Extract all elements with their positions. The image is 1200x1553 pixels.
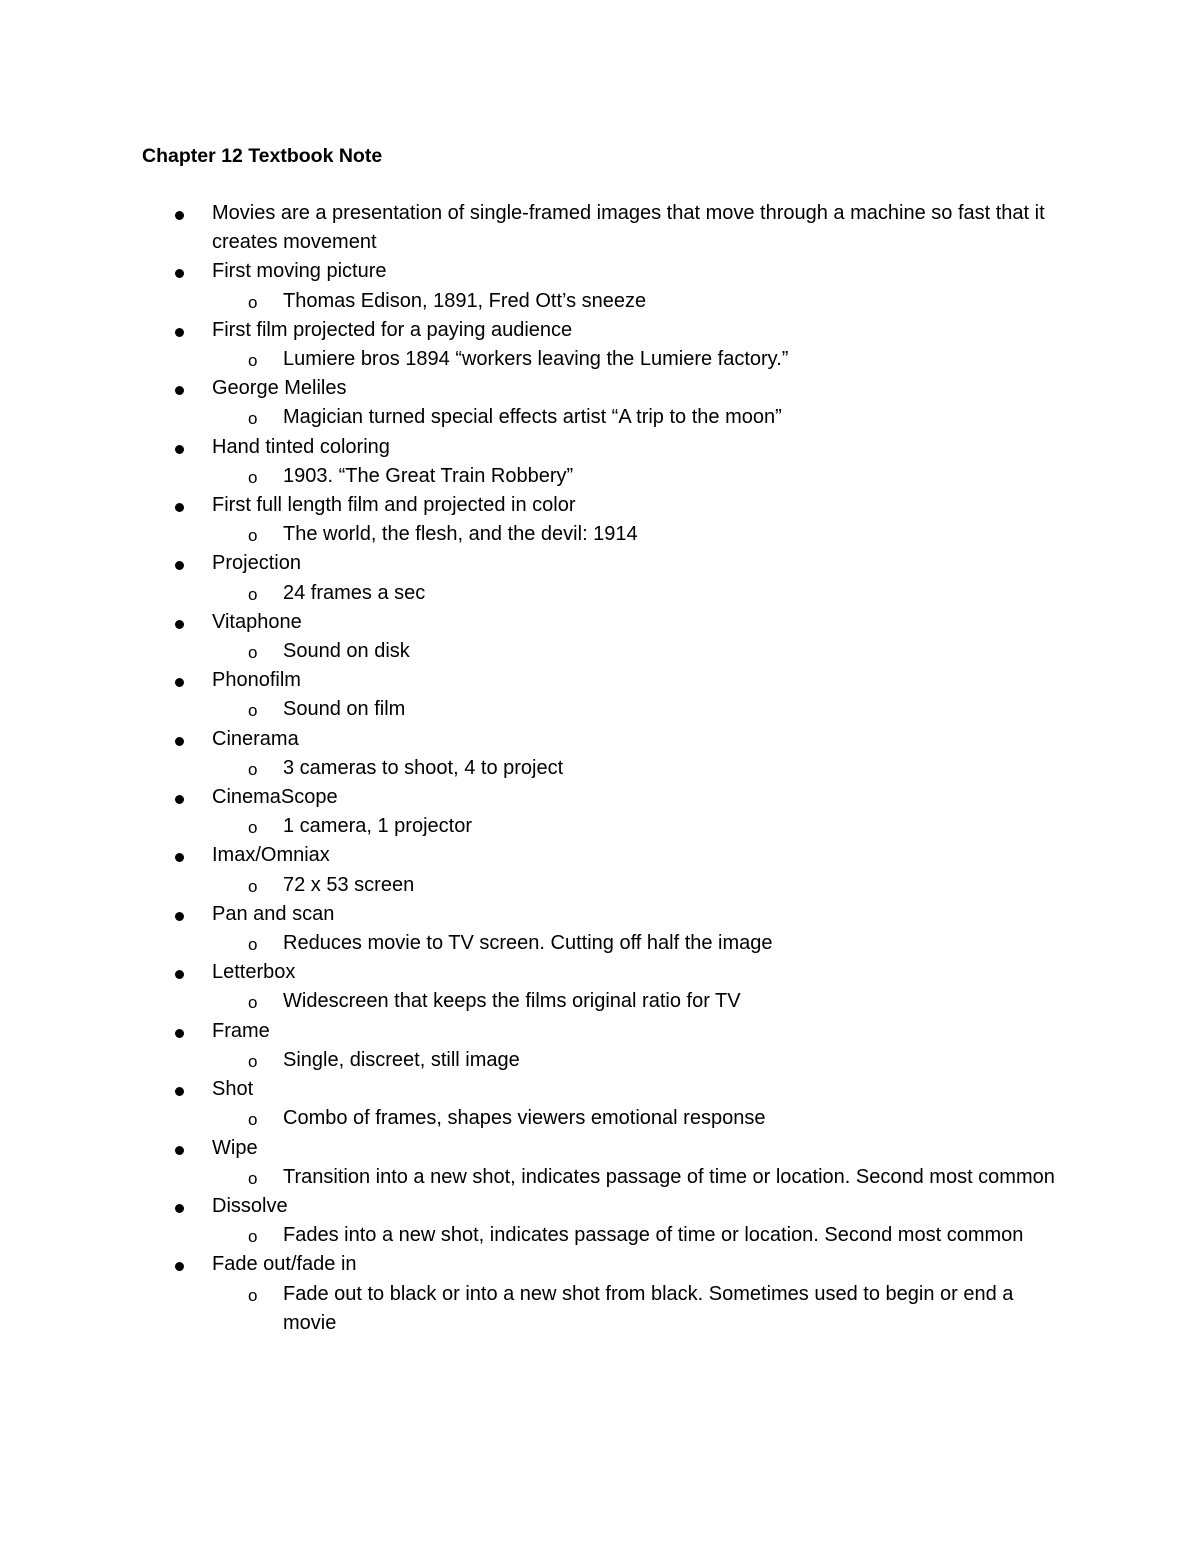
- sub-list: [0, 579, 1200, 608]
- list-item-text: First full length film and projected in color: [212, 494, 576, 517]
- circle-bullet-icon: o: [248, 1227, 258, 1247]
- list-item-row: [0, 491, 1200, 520]
- sub-list-item-text: Combo of frames, shapes viewers emotional response: [283, 1107, 766, 1130]
- sub-list: [0, 929, 1200, 958]
- bullet-icon: [175, 1204, 184, 1213]
- sub-list-item-text: Sound on disk: [283, 640, 410, 663]
- list-item: [0, 900, 1200, 958]
- list-item-text: Pan and scan: [212, 902, 335, 925]
- circle-bullet-icon: o: [248, 467, 258, 487]
- bullet-icon: [175, 678, 184, 687]
- list-item-row: [0, 725, 1200, 754]
- list-item-row: [0, 433, 1200, 462]
- circle-bullet-icon: o: [248, 292, 258, 312]
- sub-list-item-text: Widescreen that keeps the films original ratio for TV: [283, 990, 741, 1013]
- sub-list-item: [0, 1280, 1200, 1338]
- list-item-row: [0, 1134, 1200, 1163]
- sub-list: [0, 1046, 1200, 1075]
- sub-list-item: [0, 987, 1200, 1016]
- circle-bullet-icon: o: [248, 1110, 258, 1130]
- list-item-text: CinemaScope: [212, 786, 338, 809]
- circle-bullet-icon: o: [248, 1168, 258, 1188]
- sub-list: [0, 403, 1200, 432]
- sub-list-item: [0, 1104, 1200, 1133]
- list-item-row: [0, 1192, 1200, 1221]
- list-item-text: George Meliles: [212, 377, 347, 400]
- sub-list: [0, 695, 1200, 724]
- bullet-icon: [175, 503, 184, 512]
- list-item: [0, 1250, 1200, 1338]
- sub-list-item-text: Magician turned special effects artist “A trip to the moon”: [283, 406, 782, 429]
- sub-list-item-text: 24 frames a sec: [283, 581, 426, 604]
- sub-list-item-text: Sound on film: [283, 698, 406, 721]
- sub-list: [0, 987, 1200, 1016]
- sub-list: [0, 1280, 1200, 1338]
- list-item-text: Shot: [212, 1078, 254, 1101]
- sub-list: [0, 1104, 1200, 1133]
- circle-bullet-icon: o: [248, 1051, 258, 1071]
- sub-list-item-text: Reduces movie to TV screen. Cutting off half the image: [283, 932, 773, 955]
- circle-bullet-icon: o: [248, 701, 258, 721]
- list-item-row: [0, 257, 1200, 286]
- sub-list-item: [0, 345, 1200, 374]
- bullet-icon: [175, 269, 184, 278]
- list-item-text: Imax/Omniax: [212, 844, 330, 867]
- list-item: [0, 374, 1200, 432]
- circle-bullet-icon: o: [248, 351, 258, 371]
- bullet-icon: [175, 386, 184, 395]
- sub-list-item-text: Single, discreet, still image: [283, 1048, 520, 1071]
- list-item-text: Letterbox: [212, 961, 296, 984]
- sub-list-item: [0, 929, 1200, 958]
- list-item-text: Vitaphone: [212, 610, 302, 633]
- sub-list: [0, 1163, 1200, 1192]
- sub-list: [0, 871, 1200, 900]
- sub-list-item-text: Thomas Edison, 1891, Fred Ott’s sneeze: [283, 289, 647, 312]
- list-item-text: Cinerama: [212, 727, 299, 750]
- list-item-text: First film projected for a paying audience: [212, 318, 573, 341]
- circle-bullet-icon: o: [248, 526, 258, 546]
- sub-list-item: [0, 871, 1200, 900]
- list-item: [0, 257, 1200, 315]
- circle-bullet-icon: o: [248, 643, 258, 663]
- list-item-row: [0, 900, 1200, 929]
- bullet-icon: [175, 737, 184, 746]
- bullet-icon: [175, 328, 184, 337]
- list-item: [0, 491, 1200, 549]
- bullet-icon: [175, 211, 184, 220]
- list-item-row: [0, 1075, 1200, 1104]
- sub-list: [0, 520, 1200, 549]
- sub-list-item-text: Lumiere bros 1894 “workers leaving the Lumiere factory.”: [283, 348, 789, 371]
- list-item-text: Wipe: [212, 1136, 258, 1159]
- list-item: [0, 783, 1200, 841]
- sub-list-item: [0, 287, 1200, 316]
- sub-list-item-text: 3 cameras to shoot, 4 to project: [283, 756, 564, 779]
- sub-list-item: [0, 462, 1200, 491]
- sub-list-item: [0, 754, 1200, 783]
- bullet-icon: [175, 1029, 184, 1038]
- sub-list-item-text: Fades into a new shot, indicates passage of time or location. Second most common: [283, 1224, 1024, 1247]
- sub-list-item: [0, 403, 1200, 432]
- bullet-icon: [175, 1262, 184, 1271]
- sub-list: [0, 287, 1200, 316]
- circle-bullet-icon: o: [248, 818, 258, 838]
- sub-list-item-text: Fade out to black or into a new shot from black. Sometimes used to begin or end a movie: [283, 1282, 1014, 1334]
- list-item: [0, 316, 1200, 374]
- list-item-text: Dissolve: [212, 1194, 288, 1217]
- sub-list-item: [0, 637, 1200, 666]
- circle-bullet-icon: o: [248, 993, 258, 1013]
- sub-list: [0, 345, 1200, 374]
- list-item: [0, 433, 1200, 491]
- sub-list-item: [0, 695, 1200, 724]
- list-item: [0, 199, 1200, 257]
- notes-list: [0, 199, 1200, 1338]
- list-item-row: [0, 958, 1200, 987]
- list-item-row: [0, 666, 1200, 695]
- circle-bullet-icon: o: [248, 935, 258, 955]
- list-item: [0, 1075, 1200, 1133]
- sub-list: [0, 462, 1200, 491]
- circle-bullet-icon: o: [248, 409, 258, 429]
- sub-list-item: [0, 579, 1200, 608]
- sub-list-item: [0, 1163, 1200, 1192]
- sub-list-item: [0, 1046, 1200, 1075]
- sub-list: [0, 1221, 1200, 1250]
- list-item-text: Fade out/fade in: [212, 1253, 357, 1276]
- list-item-text: Frame: [212, 1019, 270, 1042]
- sub-list-item-text: 1 camera, 1 projector: [283, 815, 472, 838]
- sub-list: [0, 637, 1200, 666]
- list-item-row: [0, 608, 1200, 637]
- list-item-row: [0, 199, 1200, 257]
- list-item-row: [0, 1250, 1200, 1279]
- list-item: [0, 549, 1200, 607]
- list-item-text: Projection: [212, 552, 301, 575]
- list-item-text: Phonofilm: [212, 669, 301, 692]
- bullet-icon: [175, 1087, 184, 1096]
- list-item: [0, 608, 1200, 666]
- list-item-row: [0, 783, 1200, 812]
- sub-list-item-text: 1903. “The Great Train Robbery”: [283, 464, 574, 487]
- bullet-icon: [175, 561, 184, 570]
- list-item-text: First moving picture: [212, 260, 387, 283]
- sub-list-item: [0, 520, 1200, 549]
- sub-list: [0, 812, 1200, 841]
- list-item: [0, 841, 1200, 899]
- list-item-text: Hand tinted coloring: [212, 435, 390, 458]
- bullet-icon: [175, 620, 184, 629]
- list-item: [0, 1134, 1200, 1192]
- sub-list-item-text: Transition into a new shot, indicates passage of time or location. Second most common: [283, 1165, 1055, 1188]
- list-item: [0, 1017, 1200, 1075]
- list-item-row: [0, 841, 1200, 870]
- sub-list-item: [0, 1221, 1200, 1250]
- list-item-row: [0, 549, 1200, 578]
- list-item-row: [0, 374, 1200, 403]
- bullet-icon: [175, 445, 184, 454]
- list-item: [0, 725, 1200, 783]
- bullet-icon: [175, 1146, 184, 1155]
- circle-bullet-icon: o: [248, 876, 258, 896]
- circle-bullet-icon: o: [248, 759, 258, 779]
- sub-list-item-text: The world, the flesh, and the devil: 1914: [283, 523, 638, 546]
- sub-list-item-text: 72 x 53 screen: [283, 873, 415, 896]
- list-item: [0, 958, 1200, 1016]
- circle-bullet-icon: o: [248, 1285, 258, 1305]
- bullet-icon: [175, 912, 184, 921]
- list-item: [0, 1192, 1200, 1250]
- list-item-row: [0, 316, 1200, 345]
- sub-list: [0, 754, 1200, 783]
- list-item: [0, 666, 1200, 724]
- list-item-row: [0, 1017, 1200, 1046]
- circle-bullet-icon: o: [248, 584, 258, 604]
- bullet-icon: [175, 970, 184, 979]
- bullet-icon: [175, 853, 184, 862]
- page-title: Chapter 12 Textbook Note: [142, 145, 383, 167]
- bullet-icon: [175, 795, 184, 804]
- list-item-text: Movies are a presentation of single-framed images that move through a machine so fast that it creates movement: [212, 202, 1045, 254]
- sub-list-item: [0, 812, 1200, 841]
